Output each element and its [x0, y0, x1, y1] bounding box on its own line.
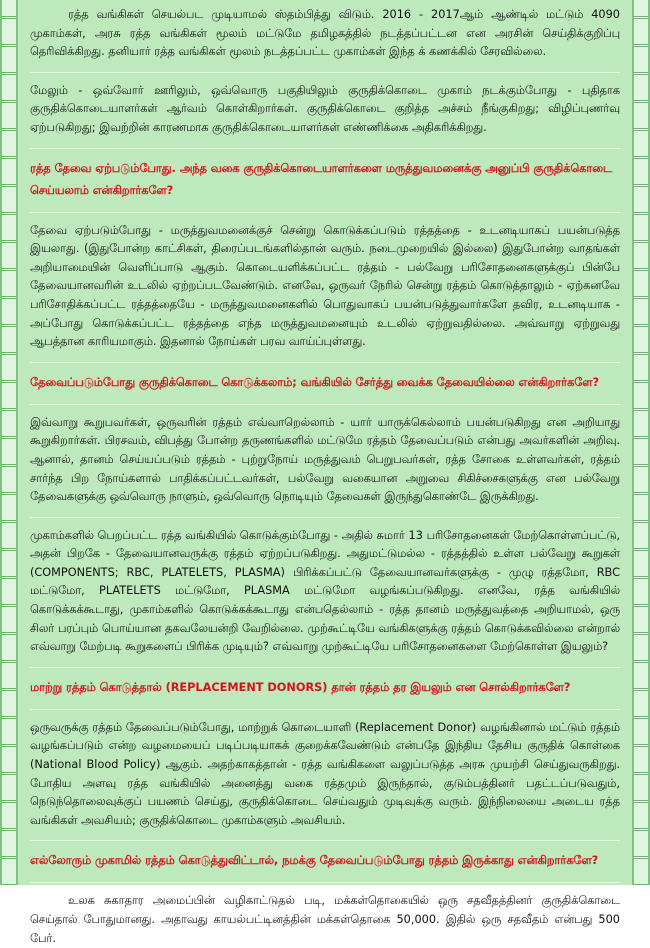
- paragraph-4: இவ்வாறு கூறுபவர்கள், ஒருவரின் ரத்தம் எவ்வாறெல்லாம் - யார் யாருக்கெல்லாம் பயன்படுகிறது என அறியாது கூறுகிறார்கள். பிரசவம், விபத்து போன்ற தருணங்களில் மட்டுமே ரத்தம் தேவைப்படும் என்பது அவர்களின் அறிவு. ஆனால், தானம் செய்யப்படும் ரத்தம் - புற்றுநோய் மருத்துவம் பெறுபவர்கள், ரத்த சோகை உள்ளவர்கள், ரத்தம் சார்ந்த பிற நோய்களால் பாதிக்கப்பட்டவர்கள், பல்வேறு வகையான அறுவை சிகிச்சைகளுக்கு என பல்வேறு தேவைகளுக்கு ஒவ்வொரு நாளும், ஒவ்வொரு நொடியும் தேவைகள் இருந்துகொண்டே இருக்கிறது.: [30, 415, 620, 504]
- question-heading-1: ரத்த தேவை ஏற்படும்போது. அந்த வகை குருதிக்கொடையாளர்களை மருத்துவமனைக்கு அனுப்பி குருதிக்கொடை செய்யலாம் என்கிறார்களே?: [30, 161, 612, 197]
- article-body: [20, 0, 630, 945]
- question-heading-4: எல்லோரும் முகாமில் ரத்தம் கொடுத்துவிட்டால், நமக்கு தேவைப்படும்போது ரத்தம் இருக்காது என்கிறார்களே?: [30, 854, 599, 868]
- divider: [30, 840, 620, 841]
- paragraph-5: முகாம்களில் பெறப்பட்ட ரத்த வங்கியில் கொடுக்கும்போது - அதில் சுமார் 13 பரிசோதனைகள் மேற்கொள்ளப்பட்டு, அதன் பிறகே - தேவையானவருக்கு ரத்தம் ஏற்றப்படுகிறது. அதுமட்டுமல்ல - ரத்தத்தில் உள்ள பல்வேறு கூறுகள் (COMPONENTS; RBC, PLATELETS, PLASMA) பிரிக்கப்பட்டு தேவையானவர்களுக்கு - முழு ரத்தமோ, RBC மட்டுமோ, PLATELETS மட்டுமோ, PLASMA மட்டுமோ வழங்கப்படுகிறது. எனவே, ரத்த வங்கியில் கொடுக்கக்கூடாது, முகாம்களில் கொடுக்கக்கூடாது என்பதெல்லாம் - ரத்த தானம் மருத்துவத்தை அறியாமல், ஒரு சிலர் பரப்பும் பொய்யான தகவலேயன்றி வேறில்லை. முற்கூட்டியே வங்கிகளுக்கு ரத்தம் கொடுக்கவில்லை என்றால் எவ்வாறு மேற்படி கூறுகளைப் பிரிக்க முடியும்? எவ்வாறு முற்கூட்டியே பரிசோதனைகளை மேற்கொள்ள இயலும்?: [30, 528, 620, 654]
- left-decorative-border: [0, 0, 18, 885]
- question-heading-3: மாற்று ரத்தம் கொடுத்தால் (REPLACEMENT DONORS) தான் ரத்தம் தர இயலும் என சொல்கிறார்களே?: [30, 680, 571, 694]
- paragraph-2: மேலும் - ஒவ்வோர் ஊரிலும், ஒவ்வொரு பகுதியிலும் குருதிக்கொடை முகாம் நடக்கும்போது - புதிதாக குருதிக்கொடையாளர்கள் ஆர்வம் கொள்கிறார்கள். குருதிக்கொடை குறித்த அச்சம் நீங்குகிறது; விழிப்புணர்வு ஏற்படுகிறது; இவற்றின் காரணமாக குருதிக்கொடையாளர்கள் எண்ணிக்கை அதிகரிக்கிறது.: [30, 83, 620, 134]
- divider: [30, 72, 620, 73]
- right-decorative-border: [632, 0, 650, 885]
- divider: [30, 362, 620, 363]
- divider: [30, 404, 620, 405]
- divider: [30, 517, 620, 518]
- paragraph-6: ஒருவருக்கு ரத்தம் தேவைப்படும்போது, மாற்றுக் கொடையாளி (Replacement Donor) வழங்கினால் மட்டும் ரத்தம் வழங்கப்படும் என்ற வழமையைப் படிப்படியாகக் குறைக்கவேண்டும் என்பதே இந்திய தேசிய குருதிக் கொள்கை (National Blood Policy) ஆகும். அதற்காகத்தான் - ரத்த வங்கிகளை வலுப்படுத்த அரசு முயற்சி செய்துவருகிறது. போதிய அளவு ரத்த வங்கியில் அனைத்து வகை ரத்தமும் இருந்தால், குடும்பத்தினர் பதட்டப்படுவதும், நெடுந்தொலைவுக்குப் பயணம் செய்து, குருதிக்கொடை செய்வதும் முடிவுக்கு வரும். இந்நிலையை அடைய ரத்த வங்கிகள் அவசியம்; குருதிக்கொடை முகாம்களும் அவசியம்.: [30, 720, 620, 827]
- divider: [30, 882, 620, 883]
- divider: [30, 212, 620, 213]
- paragraph-1: ரத்த வங்கிகள் செயல்பட முடியாமல் ஸ்தம்பித்து விடும். 2016 - 2017ஆம் ஆண்டில் மட்டும் 4090 முகாம்கள், அரசு ரத்த வங்கிகள் மூலம் மட்டுமே தமிழகத்தில் நடத்தப்பட்டன என அரசின் செய்திக்குறிப்பு தெரிவிக்கிறது. தனியார் ரத்த வங்கிகள் மூலம் நடத்தப்பட்ட முகாம்கள் இந்த க் கணக்கில் சேரவில்லை.: [30, 8, 620, 59]
- paragraph-7: உலக சுகாதார அமைப்பின் வழிகாட்டுதல் படி, மக்கள்தொகையில் ஒரு சதவீதத்தினர் குருதிக்கொடை செய்தால் போதுமானது. அதாவது காயல்பட்டினத்தின் மக்கள்தொகை 50,000. இதில் ஒரு சதவீதம் என்பது 500 பேர்.: [30, 894, 620, 945]
- paragraph-3: தேவை ஏற்படும்போது - மருத்துவமனைக்குச் சென்று கொடுக்கப்படும் ரத்தத்தை - உடனடியாகப் பயன்படுத்த இயலாது. (இதுபோன்ற காட்சிகள், திரைப்படங்களில்தான் வரும். நடைமுறையில் இல்லை) இதுபோன்ற வாதங்கள் அறியாமையின் வெளிப்பாடு ஆகும். கொடையளிக்கப்பட்ட ரத்தம் - பல்வேறு பரிசோதனைகளுக்குப் பின்பே தேவையானவரின் உடலில் ஏற்றப்படவேண்டும். எனவே, ஒருவர் நேரில் சென்று ரத்தம் கொடுத்தாலும் - ஏற்கனவே பரிசோதிக்கப்பட்ட ரத்தத்தையே - மருத்துவமனைகளில் பொதுவாகப் பயன்படுத்துவார்களே தவிர, உடனடியாக - அப்போது கொடுக்கப்பட்ட ரத்தத்தை எந்த மருத்துவமனையும் உடலில் ஏற்றுவதில்லை. அவ்வாறு ஏற்றுவது ஆபத்தான காரியமாகும். இதனால் நோய்கள் பரவ வாய்ப்புள்ளது.: [30, 223, 620, 349]
- divider: [30, 148, 620, 149]
- divider: [30, 667, 620, 668]
- divider: [30, 709, 620, 710]
- question-heading-2: தேவைப்படும்போது குருதிக்கொடை கொடுக்கலாம்; வங்கியில் சேர்த்து வைக்க தேவையில்லை என்கிறார்களே?: [30, 375, 600, 389]
